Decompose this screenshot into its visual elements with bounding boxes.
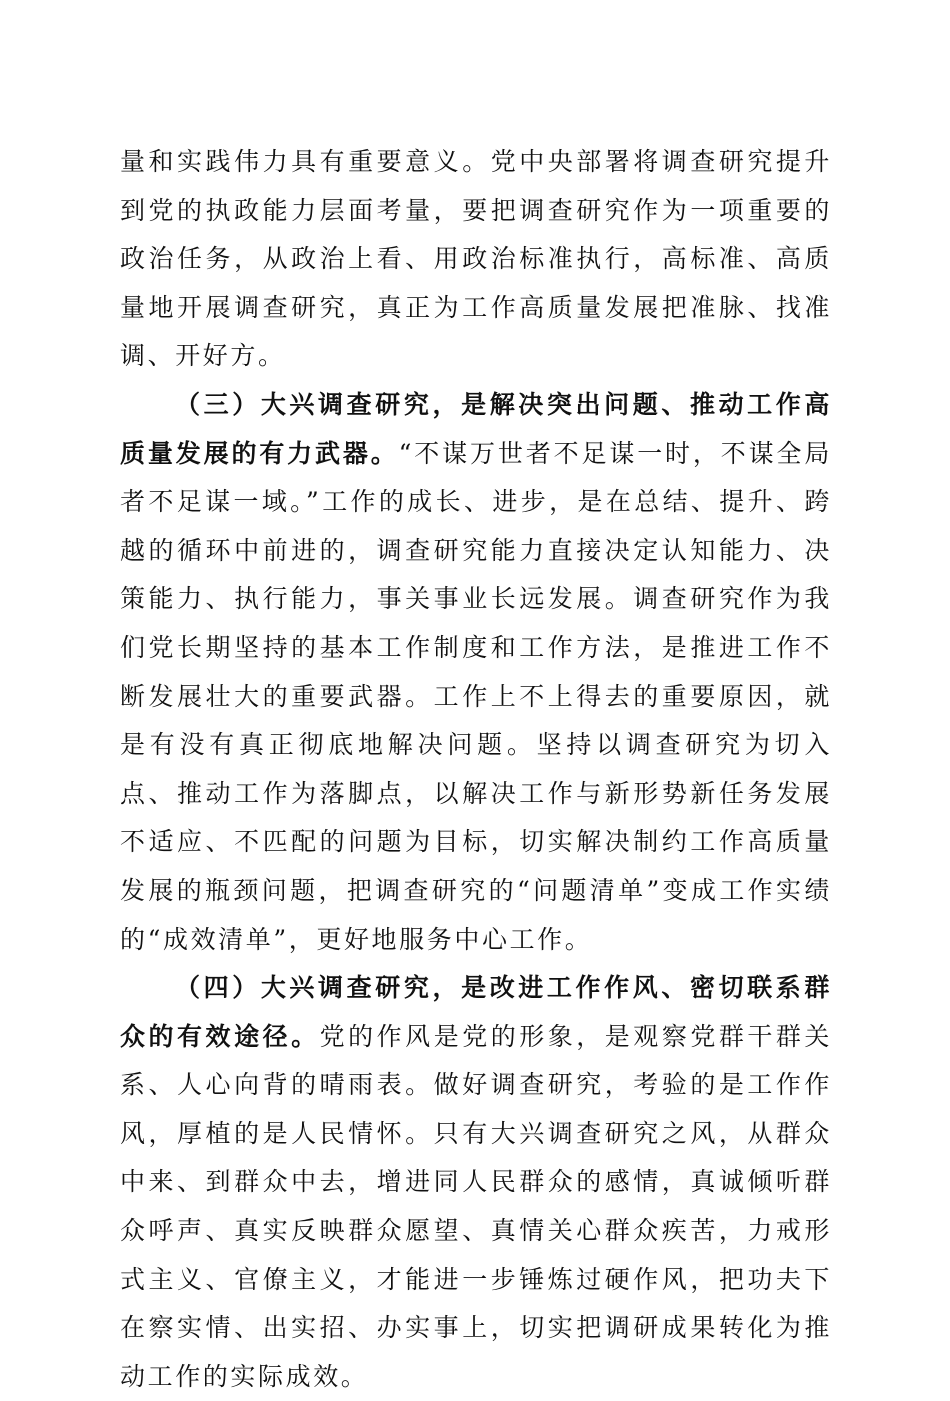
- paragraph-text: 量和实践伟力具有重要意义。党中央部署将调查研究提升到党的执政能力层面考量，要把调查研究作为一项重要的政治任务，从政治上看、用政治标准执行，高标准、高质量地开展调查研究，真正为工作高质量发展把准脉、找准调、开好方。: [120, 147, 832, 371]
- section-3-heading: （三）大兴调查研究，是解决突出问题、推动工作高质量发展的有力武器。: [120, 389, 832, 468]
- section-4-heading: （四）大兴调查研究，是改进工作作风、密切联系群众的有效途径。: [120, 973, 832, 1051]
- section-4-text: 党的作风是党的形象，是观察党群干群关系、人心向背的晴雨表。做好调查研究，考验的是工作作风，厚植的是人民情怀。只有大兴调查研究之风，从群众中来、到群众中去，增进同人民群众的感情，真诚倾听群众呼声、真实反映群众愿望、真情关心群众疾苦，力戒形式主义、官僚主义，才能进一步锤炼过硬作风，把功夫下在察实情、出实招、办实事上，切实把调研成果转化为推动工作的实际成效。: [120, 1021, 832, 1391]
- section-3-text: “不谋万世者不足谋一时，不谋全局者不足谋一域。”工作的成长、进步，是在总结、提升、跨越的循环中前进的，调查研究能力直接决定认知能力、决策能力、执行能力，事关事业长远发展。调查研究作为我们党长期坚持的基本工作制度和工作方法，是推进工作不断发展壮大的重要武器。工作上不上得去的重要原因，就是有没有真正彻底地解决问题。坚持以调查研究为切入点、推动工作为落脚点，以解决工作与新形势新任务发展不适应、不匹配的问题为目标，切实解决制约工作高质量发展的瓶颈问题，把调查研究的“问题清单”变成工作实绩的“成效清单”，更好地服务中心工作。: [120, 438, 832, 954]
- paragraph-section-4: [120, 964, 832, 1401]
- paragraph-continuation: [120, 138, 832, 381]
- document-body: [120, 138, 832, 1401]
- paragraph-section-3: [120, 381, 832, 964]
